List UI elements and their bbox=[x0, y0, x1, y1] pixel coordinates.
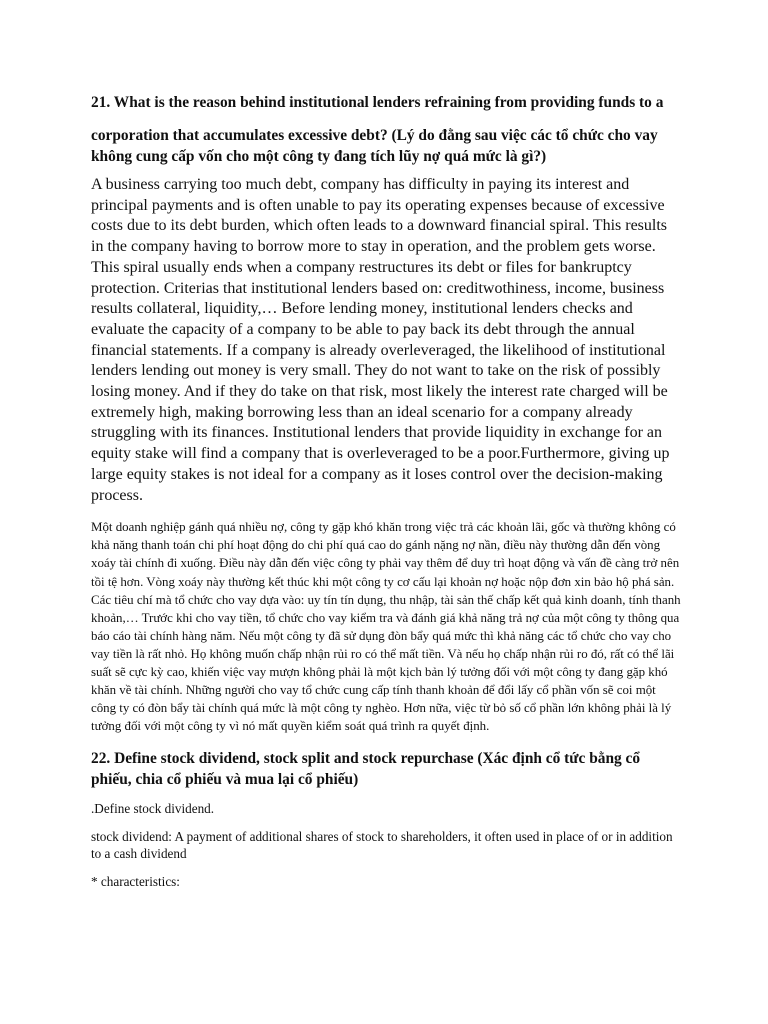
characteristics-label: * characteristics: bbox=[91, 874, 180, 890]
stock-dividend-definition: stock dividend: A payment of additional shares of stock to shareholders, it often used in place of or in addition to a cash dividend bbox=[91, 829, 673, 862]
question-21-answer-vietnamese: Một doanh nghiệp gánh quá nhiều nợ, công ty gặp khó khăn trong việc trả các khoản lãi, gốc và thường không có khả năng thanh toán chi phí hoạt động do chi phí quá cao do gánh nặng nợ nần, điều này thường dẫn đến vòng xoáy tài chính đi xuống. Điều này dẫn đến việc công ty phải vay thêm để duy trì hoạt động và vấn đề càng trở nên tồi tệ hơn. Vòng xoáy này thường kết thúc khi một công ty cơ cấu lại khoản nợ hoặc nộp đơn xin bảo hộ phá sản. Các tiêu chí mà tổ chức cho vay dựa vào: uy tín tín dụng, thu nhập, tài sản thế chấp kết quả kinh doanh, tính thanh khoản,… Trước khi cho vay tiền, tổ chức cho vay kiểm tra và đánh giá khả năng trả nợ của một công ty thông qua báo cáo tài chính hàng năm. Nếu một công ty đã sử dụng đòn bẩy quá mức thì khả năng các tổ chức cho vay cho vay tiền là rất nhỏ. Họ không muốn chấp nhận rủi ro có thể mất tiền. Và nếu họ chấp nhận rủi ro đó, rất có thể lãi suất sẽ cực kỳ cao, khiến việc vay mượn không phải là một kịch bản lý tưởng đối với một công ty đang gặp khó khăn về tài chính. Những người cho vay tổ chức cung cấp tính thanh khoản để đổi lấy cổ phần vốn sẽ coi một công ty có đòn bẩy tài chính quá mức là một công ty nghèo. Hơn nữa, việc từ bỏ số cổ phần lớn không phải là lý tưởng đối với một công ty vì nó mất quyền kiểm soát quá trình ra quyết định. bbox=[91, 520, 681, 734]
question-22-subheading: .Define stock dividend. bbox=[91, 801, 215, 817]
question-21-answer-english: A business carrying too much debt, company has difficulty in paying its interest and principal payments and is often unable to pay its operating expenses because of excessive costs due to its debt burden, which often leads to a downward financial spiral. This results in the company having to borrow more to stay in operation, and the problem gets worse. This spiral usually ends when a company restructures its debt or files for bankruptcy protection. Criterias that institutional lenders based on: creditwothiness, income, business results collateral, liquidity,… Before lending money, institutional lenders checks and evaluate the capacity of a company to be able to pay back its debt through the annual financial statements. If a company is already overleveraged, the likelihood of institutional lenders lending out money is very small. They do not want to take on the risk of possibly losing money. And if they do take on that risk, most likely the interest rate charged will be extremely high, making borrowing less than an ideal scenario for a company already struggling with its finances. Institutional lenders that provide liquidity in exchange for an equity stake will find a company that is overleveraged to be a poor.Furthermore, giving up large equity stakes is not ideal for a company as it loses control over the decision-making process. bbox=[91, 176, 670, 504]
question-21-heading-line2: corporation that accumulates excessive debt? (Lý do đằng sau việc các tổ chức cho vay không cung cấp vốn cho một công ty đang tích lũy nợ quá mức là gì?) bbox=[91, 127, 658, 165]
question-22-heading: 22. Define stock dividend, stock split and stock repurchase (Xác định cổ tức bằng cổ phiếu, chia cổ phiếu và mua lại cổ phiếu) bbox=[91, 750, 641, 789]
question-21-heading-line1: 21. What is the reason behind institutional lenders refraining from providing funds to a bbox=[91, 94, 664, 111]
